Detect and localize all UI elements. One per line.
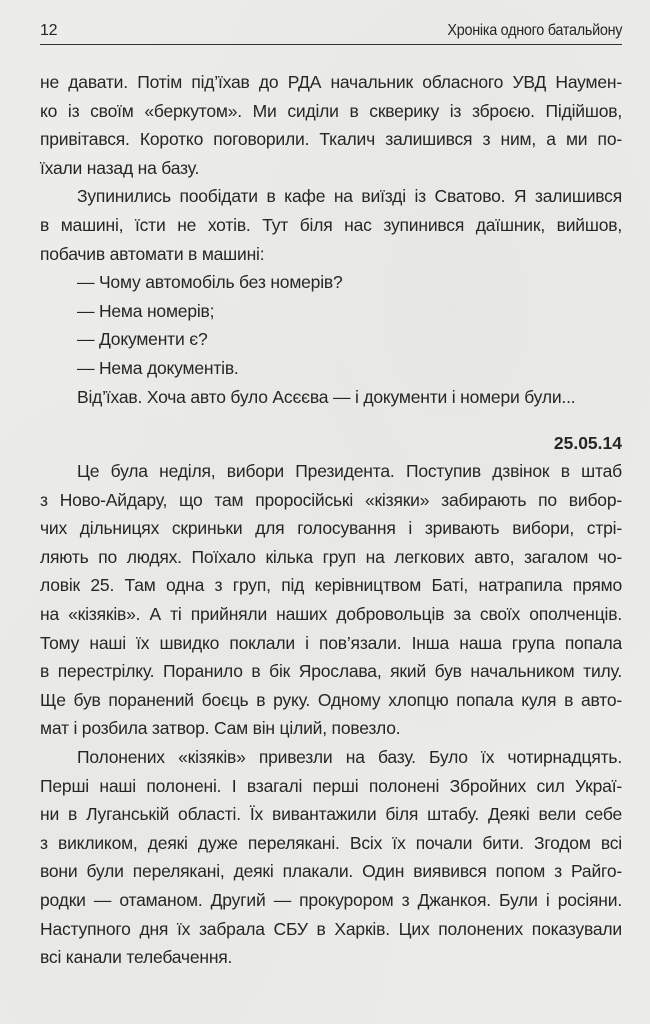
text-line: Зупинились пообідати в кафе на виїзді із Сватово. Я залишився — [77, 186, 622, 207]
text-line: Перші наші полонені. І взагалі перші полонені Збройних сил Украї- — [40, 775, 622, 796]
text-line: ни в Луганській області. Їх вивантажили біля штабу. Деякі вели себе — [40, 804, 622, 825]
text-line: не давати. Потім під’їхав до РДА начальник обласного УВД Наумен- — [40, 72, 622, 92]
header-rule — [40, 44, 622, 45]
text-line: Полонених «кізяків» привезли на базу. Було їх чотирнадцять. — [77, 747, 622, 767]
page-number: 12 — [40, 22, 58, 39]
text-line: Ще був поранений боєць в руку. Одному хлопцю попала куля в авто- — [40, 689, 622, 710]
text-line: ляють по людях. Поїхало кілька груп на легкових авто, загалом чо- — [40, 546, 622, 567]
text-line: їхали назад на базу. — [40, 157, 200, 178]
text-line: — Нема документів. — [77, 358, 239, 378]
text-line: — Нема номерів; — [77, 300, 215, 321]
text-line: чих дільницях скриньки для голосування і зривають вибори, стрі- — [40, 518, 622, 539]
text-line: Наступного дня їх забрала СБУ в Харків. Цих полонених показували — [40, 918, 622, 939]
text-line: Тому наші їх швидко поклали і пов’язали. Інша наша група попала — [40, 632, 622, 653]
text-line: родки — отаманом. Другий — прокурором з Джанкоя. Були і росіяни. — [40, 890, 622, 910]
text-line: — Чому автомобіль без номерів? — [77, 272, 343, 293]
text-line: мат і розбила затвор. Сам він цілий, повезло. — [40, 718, 401, 739]
date-heading: 25.05.14 — [553, 433, 622, 453]
text-line: на «кізяків». А ті прийняли наших добровольців за своїх ополченців. — [40, 604, 622, 624]
text-line: в машині, їсти не хотів. Тут біля нас зупинився даїшник, вийшов, — [40, 215, 622, 235]
text-line: побачив автомати в машині: — [40, 243, 265, 264]
text-line: Від’їхав. Хоча авто було Асєєва — і документи і номери були... — [77, 386, 576, 407]
text-line: Це була неділя, вибори Президента. Поступив дзвінок в штаб — [77, 461, 622, 481]
text-line: — Документи є? — [77, 329, 208, 350]
running-title: Хроніка одного батальйону — [447, 22, 622, 39]
text-line: з Ново-Айдару, що там проросійські «кізяки» забирають по вибор- — [40, 489, 622, 510]
text-line: вони були перелякані, деякі плакали. Один виявився попом з Райго- — [40, 861, 622, 882]
text-line: привітався. Коротко поговорили. Ткалич залишився з ним, а ми по- — [40, 129, 622, 150]
text-line: з викликом, деякі дуже перелякані. Всіх їх почали бити. Згодом всі — [40, 832, 622, 853]
text-line: в перестрілку. Поранило в бік Ярослава, який був начальником тилу. — [40, 661, 622, 682]
text-line: всі канали телебачення. — [40, 947, 233, 968]
text-line: ловік 25. Там одна з груп, під керівництвом Баті, натрапила прямо — [40, 575, 622, 596]
text-line: ко із своїм «беркутом». Ми сиділи в скверику із зброєю. Підійшов, — [40, 100, 622, 121]
